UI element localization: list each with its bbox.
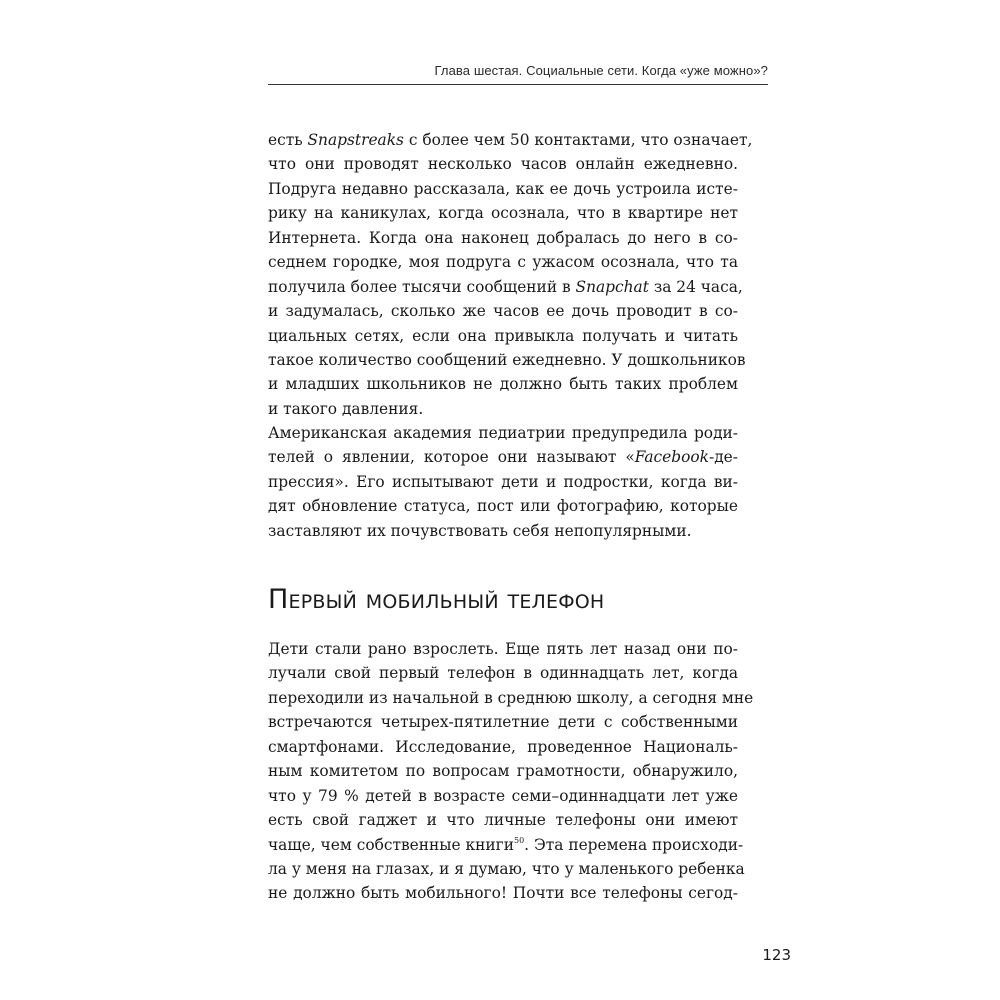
text-line: не должно быть мобильного! Почти все телефоны сегод-	[268, 884, 738, 903]
text-line: Подруга недавно рассказала, как ее дочь устроила исте-	[268, 179, 738, 198]
running-head: Глава шестая. Социальные сети. Когда «уже можно»?	[434, 63, 768, 78]
text-line: лучали свой первый телефон в одиннадцать лет, когда	[268, 664, 738, 683]
paragraph-first-phone	[268, 637, 754, 906]
header-rule	[268, 84, 768, 85]
italic-term: Facebook	[634, 448, 709, 467]
text-line: встречаются четырех-пятилетние дети с собственными	[268, 713, 738, 732]
text-line: прессия». Его испытывают дети и подростки, когда ви-	[268, 472, 738, 491]
footnote-marker[interactable]: 50	[513, 835, 525, 845]
text-line: такое количество сообщений ежедневно. У дошкольников	[268, 350, 746, 369]
text-line: и задумалась, сколько же часов ее дочь проводит в со-	[268, 302, 738, 321]
italic-term: Snapchat	[575, 277, 649, 296]
text-line: получила более тысячи сообщений в Snapchat за 24 часа,	[268, 277, 743, 296]
text-line: дят обновление статуса, пост или фотографию, которые	[268, 497, 738, 516]
paragraph-snapstreaks	[268, 128, 753, 421]
text-line: смартфонами. Исследование, проведенное Националь-	[268, 737, 738, 756]
text-line: седнем городке, моя подруга с ужасом осознала, что та	[268, 253, 738, 272]
text-line: рику на каникулах, когда осознала, что в квартире нет	[268, 204, 738, 223]
italic-term: Snapstreaks	[307, 131, 404, 149]
text-line: циальных сетях, если она привыкла получать и читать	[268, 326, 738, 345]
paragraph-facebook-depression	[268, 421, 738, 543]
text-line: и такого давления.	[268, 399, 424, 418]
text-line: ным комитетом по вопросам грамотности, обнаружило,	[268, 762, 738, 781]
text-line: заставляют их почувствовать себя непопулярными.	[268, 521, 692, 540]
text-line: что они проводят несколько часов онлайн ежедневно.	[268, 155, 738, 174]
text-line: ла у меня на глазах, и я думаю, что у маленького ребенка	[268, 859, 745, 878]
text-line: переходили из начальной в среднюю школу, а сегодня мне	[268, 688, 754, 707]
text-line: Дети стали рано взрослеть. Еще пять лет назад они по-	[268, 640, 738, 658]
text-line: и младших школьников не должно быть таких проблем	[268, 375, 738, 394]
page-number: 123	[762, 946, 791, 964]
text-line: Американская академия педиатрии предупредила роди-	[268, 424, 738, 442]
text-line: чаще, чем собственные книги$^{50}$. Эта перемена происходи-	[268, 835, 744, 854]
text-line: Интернета. Когда она наконец добралась до него в со-	[268, 228, 738, 247]
text-line: телей о явлении, которое они называют «Facebook-де-	[268, 448, 738, 467]
section-heading: Первый мобильный телефон	[268, 584, 605, 615]
text-line: что у 79 % детей в возрасте семи–одиннадцати лет уже	[268, 786, 738, 805]
text-line: есть Snapstreaks с более чем 50 контактами, что означает,	[268, 131, 753, 149]
text-line: есть свой гаджет и что личные телефоны они имеют	[268, 811, 738, 830]
